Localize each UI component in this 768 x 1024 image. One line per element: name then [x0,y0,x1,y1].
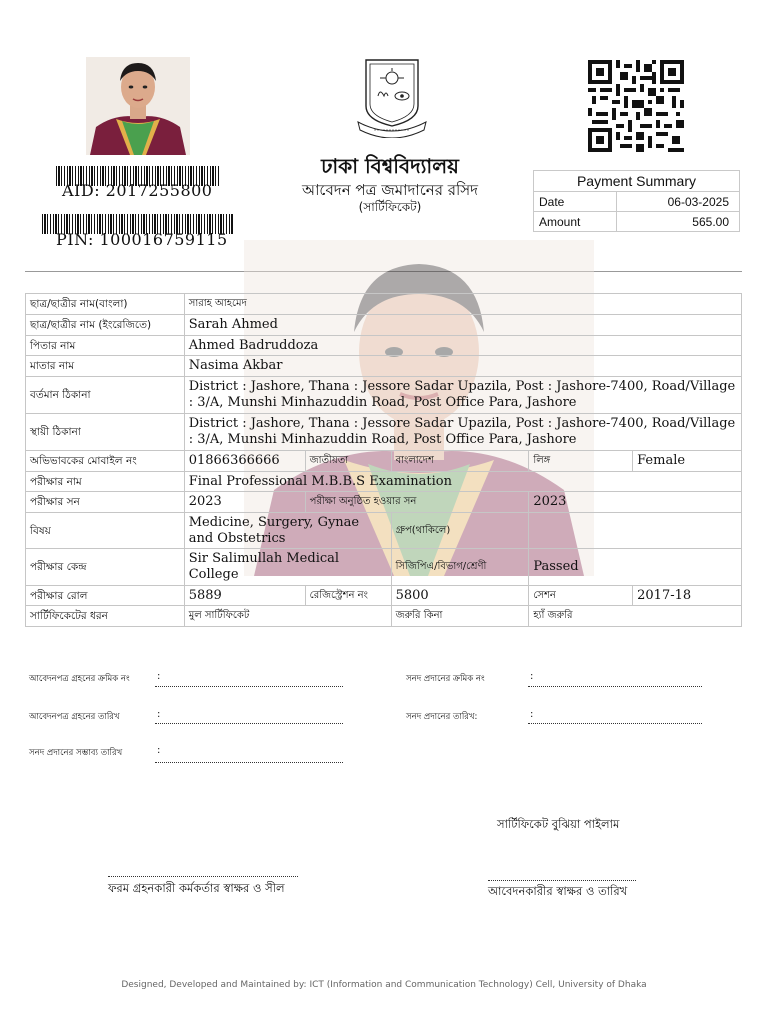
receipt-title: আবেদন পত্র জমাদানের রসিদ [301,181,479,199]
urgent-value: হ্যাঁ জরুরি [529,606,742,627]
certificate-serial-colon: : [530,671,534,682]
urgent-label: জরুরি কিনা [391,606,529,627]
payment-summary [533,170,740,232]
payment-amount-label: Amount [534,212,617,232]
subject-value: Medicine, Surgery, Gynae and Obstetrics [184,513,391,549]
guardian-mobile-label: অভিভাবকের মোবাইল নং [26,451,185,472]
group-label: গ্রুপ(থাকিলে) [391,513,529,549]
qr-code [588,60,684,152]
student-photo [86,57,190,155]
receipt-type: (সার্টিফিকেট) [358,200,422,214]
name-bn-label: ছাত্র/ছাত্রীর নাম(বাংলা) [26,294,185,315]
mother-value: Nasima Akbar [184,356,741,377]
guardian-mobile-value: 01866366666 [184,451,305,472]
registration-label: রেজিস্ট্রেশন নং [305,586,391,606]
nationality-value: বাংলাদেশ [391,451,529,472]
name-bn-value: সারাহ আহমেদ [184,294,741,315]
exam-year-value: 2023 [184,492,305,513]
subject-label: বিষয় [26,513,185,549]
pin-number: PIN: 100016759115 [56,230,228,249]
certificate-date-colon: : [530,709,534,720]
delivery-estimate-line [155,762,343,763]
result-label: সিজিপিএ/বিভাগ/শ্রেণী [391,549,529,586]
gender-label: লিঙ্গ [529,451,633,472]
applicant-signature-line [488,880,636,881]
application-serial-label: আবেদনপত্র গ্রহনের ক্রমিক নং [29,674,130,684]
session-label: সেশন [529,586,633,606]
certificate-received-text: সার্টিফিকেট বুঝিয়া পাইলাম [497,817,620,831]
certificate-type-label: সার্টিফিকেটের ধরন [26,606,185,627]
aid-number: AID: 2017255800 [62,181,213,200]
application-date-label: আবেদনপত্র গ্রহনের তারিখ [29,712,120,722]
student-info-table [25,293,742,627]
officer-signature-caption: ফরম গ্রহনকারী কর্মকর্তার স্বাক্ষর ও সীল [108,881,285,895]
delivery-estimate-colon: : [157,745,161,756]
exam-held-value: 2023 [529,492,742,513]
registration-value: 5800 [391,586,529,606]
delivery-estimate-label: সনদ প্রদানের সম্ভাব্য তারিখ [29,748,123,758]
certificate-date-label: সনদ প্রদানের তারিখ: [406,712,478,722]
permanent-address-value: District : Jashore, Thana : Jessore Sadar Upazila, Post : Jashore-7400, Road/Village : 3/A, Munshi Minhazuddin Road, Post Office Para, Jashore [184,414,741,451]
officer-signature-line [108,876,298,877]
nationality-label: জাতীয়তা [305,451,391,472]
certificate-serial-label: সনদ প্রদানের ক্রমিক নং [406,674,485,684]
mother-label: মাতার নাম [26,356,185,377]
permanent-address-label: স্থায়ী ঠিকানা [26,414,185,451]
gender-value: Female [633,451,742,472]
application-date-colon: : [157,709,161,720]
application-serial-line [155,686,343,687]
payment-date-value: 06-03-2025 [617,192,740,212]
session-value: 2017-18 [633,586,742,606]
application-date-line [155,723,343,724]
applicant-signature-caption: আবেদনকারীর স্বাক্ষর ও তারিখ [488,884,628,898]
group-value [529,513,742,549]
roll-label: পরীক্ষার রোল [26,586,185,606]
present-address-value: District : Jashore, Thana : Jessore Sadar Upazila, Post : Jashore-7400, Road/Village : 3/A, Munshi Minhazuddin Road, Post Office Para, Jashore [184,377,741,414]
university-name: ঢাকা বিশ্ববিদ্যালয় [321,154,459,178]
exam-center-value: Sir Salimullah Medical College [184,549,391,586]
university-emblem [356,56,428,138]
exam-center-label: পরীক্ষার কেন্দ্র [26,549,185,586]
name-en-value: Sarah Ahmed [184,315,741,336]
name-en-label: ছাত্র/ছাত্রীর নাম (ইংরেজিতে) [26,315,185,336]
father-value: Ahmed Badruddoza [184,336,741,356]
payment-amount-value: 565.00 [617,212,740,232]
father-label: পিতার নাম [26,336,185,356]
application-serial-colon: : [157,671,161,682]
present-address-label: বর্তমান ঠিকানা [26,377,185,414]
exam-name-label: পরীক্ষার নাম [26,472,185,492]
exam-name-value: Final Professional M.B.B.S Examination [184,472,741,492]
certificate-serial-line [528,686,702,687]
roll-value: 5889 [184,586,305,606]
exam-year-label: পরীক্ষার সন [26,492,185,513]
certificate-date-line [528,723,702,724]
result-value: Passed [529,549,742,586]
payment-summary-title: Payment Summary [534,171,740,192]
certificate-type-value: মুল সার্টিফিকেট [184,606,391,627]
exam-held-label: পরীক্ষা অনুষ্ঠিত হওয়ার সন [305,492,529,513]
payment-date-label: Date [534,192,617,212]
footer-credit: Designed, Developed and Maintained by: ICT (Information and Communication Technology) Cell, University of Dhaka [121,980,647,990]
